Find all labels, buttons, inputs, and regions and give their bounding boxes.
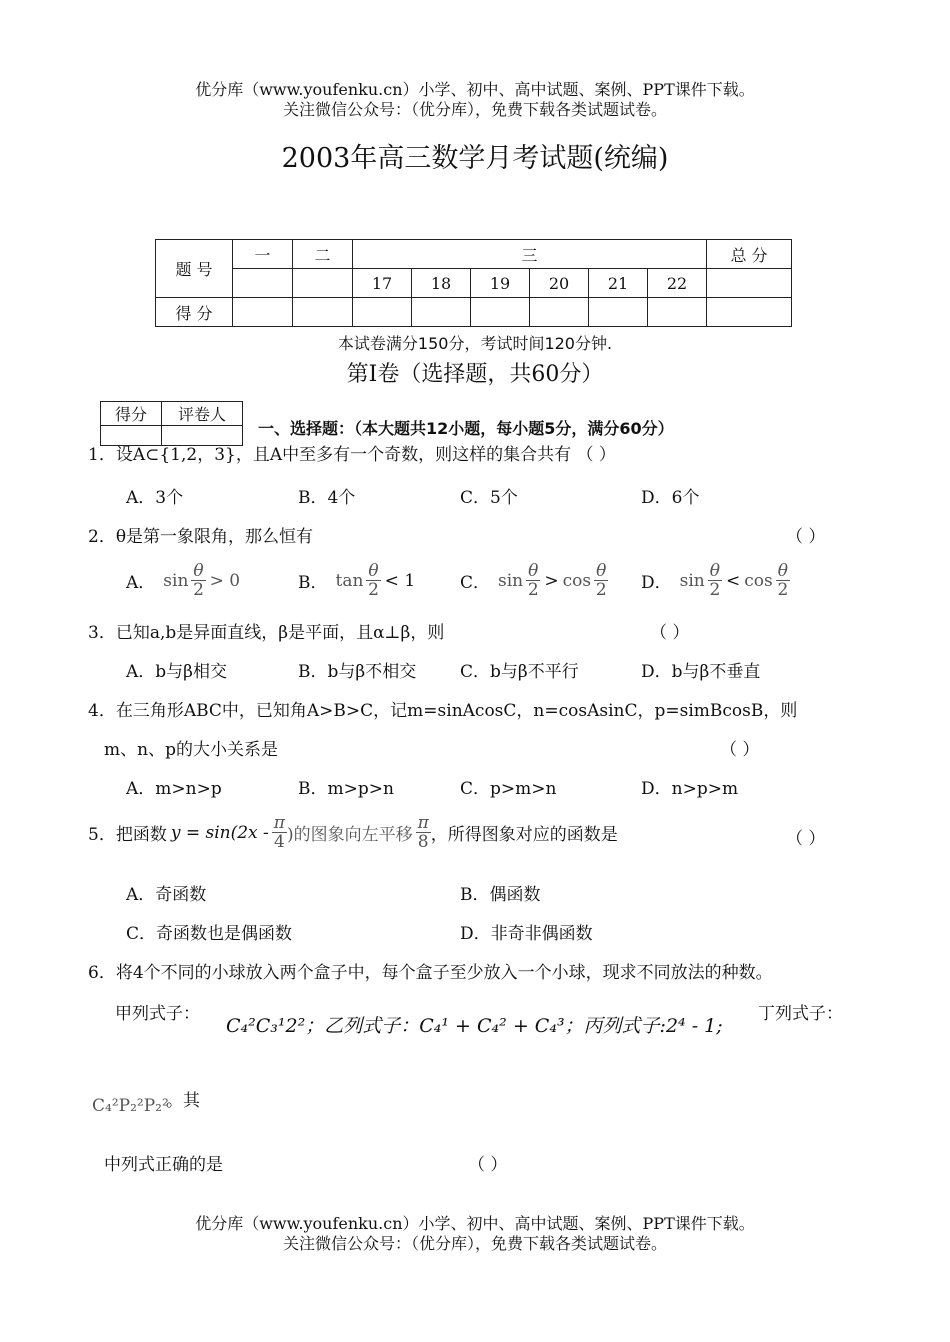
q4-option-a: A．m>n>p — [126, 779, 222, 799]
q5-option-d: D．非奇非偶函数 — [460, 924, 593, 944]
q2-option-a-label: A． — [126, 573, 156, 593]
q2-option-b-label: B． — [298, 573, 328, 593]
score-table-sub-17: 17 — [353, 269, 412, 298]
math-frac-theta-2: $\frac{\theta}{2}$ — [709, 561, 721, 600]
q4-option-d: D．n>p>m — [641, 779, 739, 799]
q3-option-c: C．b与β不平行 — [460, 662, 579, 682]
site-header-line-1: 优分库（www.youfenku.cn）小学、初中、高中试题、案例、PPT课件下载。 — [195, 80, 755, 99]
math-frac-pi-4: $\frac{\pi}{4}$ — [273, 813, 285, 852]
math-gt: > — [544, 570, 559, 591]
q2-option-a — [126, 562, 240, 599]
q5-suffix: ，所得图象对应的函数是 — [430, 825, 618, 845]
q1-stem: 1．设A⊂{1,2，3}，且A中至多有一个奇数，则这样的集合共有 （ ） — [88, 445, 616, 465]
site-header-line-2: 关注微信公众号：（优分库），免费下载各类试题试卷。 — [282, 100, 667, 119]
math-sin: sin — [163, 570, 189, 591]
q6-stem: 6．将4个不同的小球放入两个盒子中，每个盒子至少放入一个小球，现求不同放法的种数。 — [88, 963, 773, 983]
score-cell[interactable] — [353, 298, 412, 327]
q2-option-d — [641, 562, 790, 599]
math-frac-theta-2: $\frac{\theta}{2}$ — [368, 561, 379, 600]
q1-option-a: A．3个 — [126, 488, 184, 508]
math-frac-theta-2: $\frac{\theta}{2}$ — [777, 561, 789, 600]
q3-stem: 3．已知a,b是异面直线，β是平面，且α⊥β，则 — [88, 623, 445, 643]
q6-jia-label: 甲列式子： — [115, 1004, 200, 1024]
q2-option-d-label: D． — [641, 573, 672, 593]
math-tan: tan — [335, 570, 364, 591]
score-table-col-3: 三 — [353, 240, 707, 269]
score-table — [155, 239, 792, 327]
score-table-empty — [293, 269, 353, 298]
q3-option-b: B．b与β不相交 — [298, 662, 417, 682]
score-table-sub-20: 20 — [530, 269, 589, 298]
score-table-label-score: 得 分 — [156, 298, 233, 327]
q6-ding-label: 丁列式子： — [758, 1004, 843, 1024]
math-frac-theta-2: $\frac{\theta}{2}$ — [193, 561, 204, 600]
q6-paren: （ ） — [468, 1155, 508, 1175]
q5-prefix: 5．把函数 — [88, 825, 167, 845]
q6-stem-line-3: 中列式正确的是 — [104, 1155, 223, 1175]
q5-stem — [88, 814, 618, 851]
score-table-col-total: 总 分 — [707, 240, 792, 269]
q6-formula: C₄²C₃¹2²；乙列式子：C₄¹ + C₄² + C₄³；丙列式子:2⁴ - 1; — [226, 1015, 723, 1037]
math-sin: sin — [679, 570, 705, 591]
math-lt1: < 1 — [384, 570, 416, 591]
q5-option-c: C．奇函数也是偶函数 — [126, 924, 293, 944]
site-footer-line-2: 关注微信公众号：（优分库），免费下载各类试题试卷。 — [282, 1234, 667, 1253]
q4-stem: 4．在三角形ABC中，已知角A>B>C，记m=sinAcosC，n=cosAsinC，p=simBcosB，则 — [88, 701, 798, 721]
q4-paren: （ ） — [720, 740, 760, 760]
score-table-sub-22: 22 — [648, 269, 707, 298]
q5-paren: （ ） — [786, 829, 826, 849]
q3-paren: （ ） — [650, 623, 690, 643]
score-table-label-question: 题 号 — [156, 240, 233, 298]
score-table-empty — [233, 269, 293, 298]
q4-stem-line-2: m、n、p的大小关系是 — [104, 740, 278, 760]
q1-option-d: D．6个 — [641, 488, 700, 508]
q1-option-b: B．4个 — [298, 488, 356, 508]
q4-option-b: B．m>p>n — [298, 779, 394, 799]
page-title: 2003年高三数学月考试题(统编) — [281, 143, 669, 174]
score-cell[interactable] — [589, 298, 648, 327]
math-cos: cos — [744, 570, 773, 591]
score-cell[interactable] — [530, 298, 589, 327]
grader-table-score-label: 得分 — [101, 402, 162, 426]
score-cell[interactable] — [471, 298, 530, 327]
score-cell[interactable] — [707, 298, 792, 327]
part1-title: 第Ⅰ卷（选择题，共60分） — [346, 362, 604, 387]
q2-option-c — [460, 562, 608, 599]
math-frac-theta-2: $\frac{\theta}{2}$ — [595, 561, 607, 600]
score-table-sub-18: 18 — [412, 269, 471, 298]
math-gt0: > 0 — [209, 570, 241, 591]
q3-option-d: D．b与β不垂直 — [641, 662, 761, 682]
q5-option-b: B．偶函数 — [460, 885, 541, 905]
score-table-sub-21: 21 — [589, 269, 648, 298]
score-table-col-2: 二 — [293, 240, 353, 269]
math-frac-pi-8: $\frac{\pi}{8}$ — [417, 813, 429, 852]
score-table-empty — [707, 269, 792, 298]
q6-ding-formula: C₄²P₂²P₂² — [92, 1096, 169, 1116]
q2-paren: （ ） — [786, 527, 826, 547]
q5-function: y = sin(2x - — [170, 822, 269, 843]
section1-title: 一、选择题：（本大题共12小题，每小题5分，满分60分） — [258, 419, 674, 438]
q2-option-b — [298, 562, 415, 599]
q6-qi: 。其 — [166, 1091, 200, 1111]
q4-option-c: C．p>m>n — [460, 779, 557, 799]
score-table-col-1: 一 — [233, 240, 293, 269]
q3-option-a: A．b与β相交 — [126, 662, 227, 682]
q2-stem: 2．θ是第一象限角，那么恒有 — [88, 527, 314, 547]
q5-middle: )的图象向左平移 — [286, 825, 413, 845]
score-cell[interactable] — [233, 298, 293, 327]
math-frac-theta-2: $\frac{\theta}{2}$ — [527, 561, 539, 600]
exam-info: 本试卷满分150分，考试时间120分钟. — [337, 334, 613, 353]
score-cell[interactable] — [412, 298, 471, 327]
math-lt: < — [726, 570, 741, 591]
score-cell[interactable] — [648, 298, 707, 327]
math-cos: cos — [562, 570, 592, 591]
q2-option-c-label: C． — [460, 573, 491, 593]
grader-table-grader-label: 评卷人 — [162, 402, 243, 426]
score-cell[interactable] — [293, 298, 353, 327]
math-sin: sin — [498, 570, 524, 591]
score-table-sub-19: 19 — [471, 269, 530, 298]
site-footer-line-1: 优分库（www.youfenku.cn）小学、初中、高中试题、案例、PPT课件下载。 — [195, 1214, 755, 1233]
q1-option-c: C．5个 — [460, 488, 518, 508]
q5-option-a: A．奇函数 — [126, 885, 207, 905]
